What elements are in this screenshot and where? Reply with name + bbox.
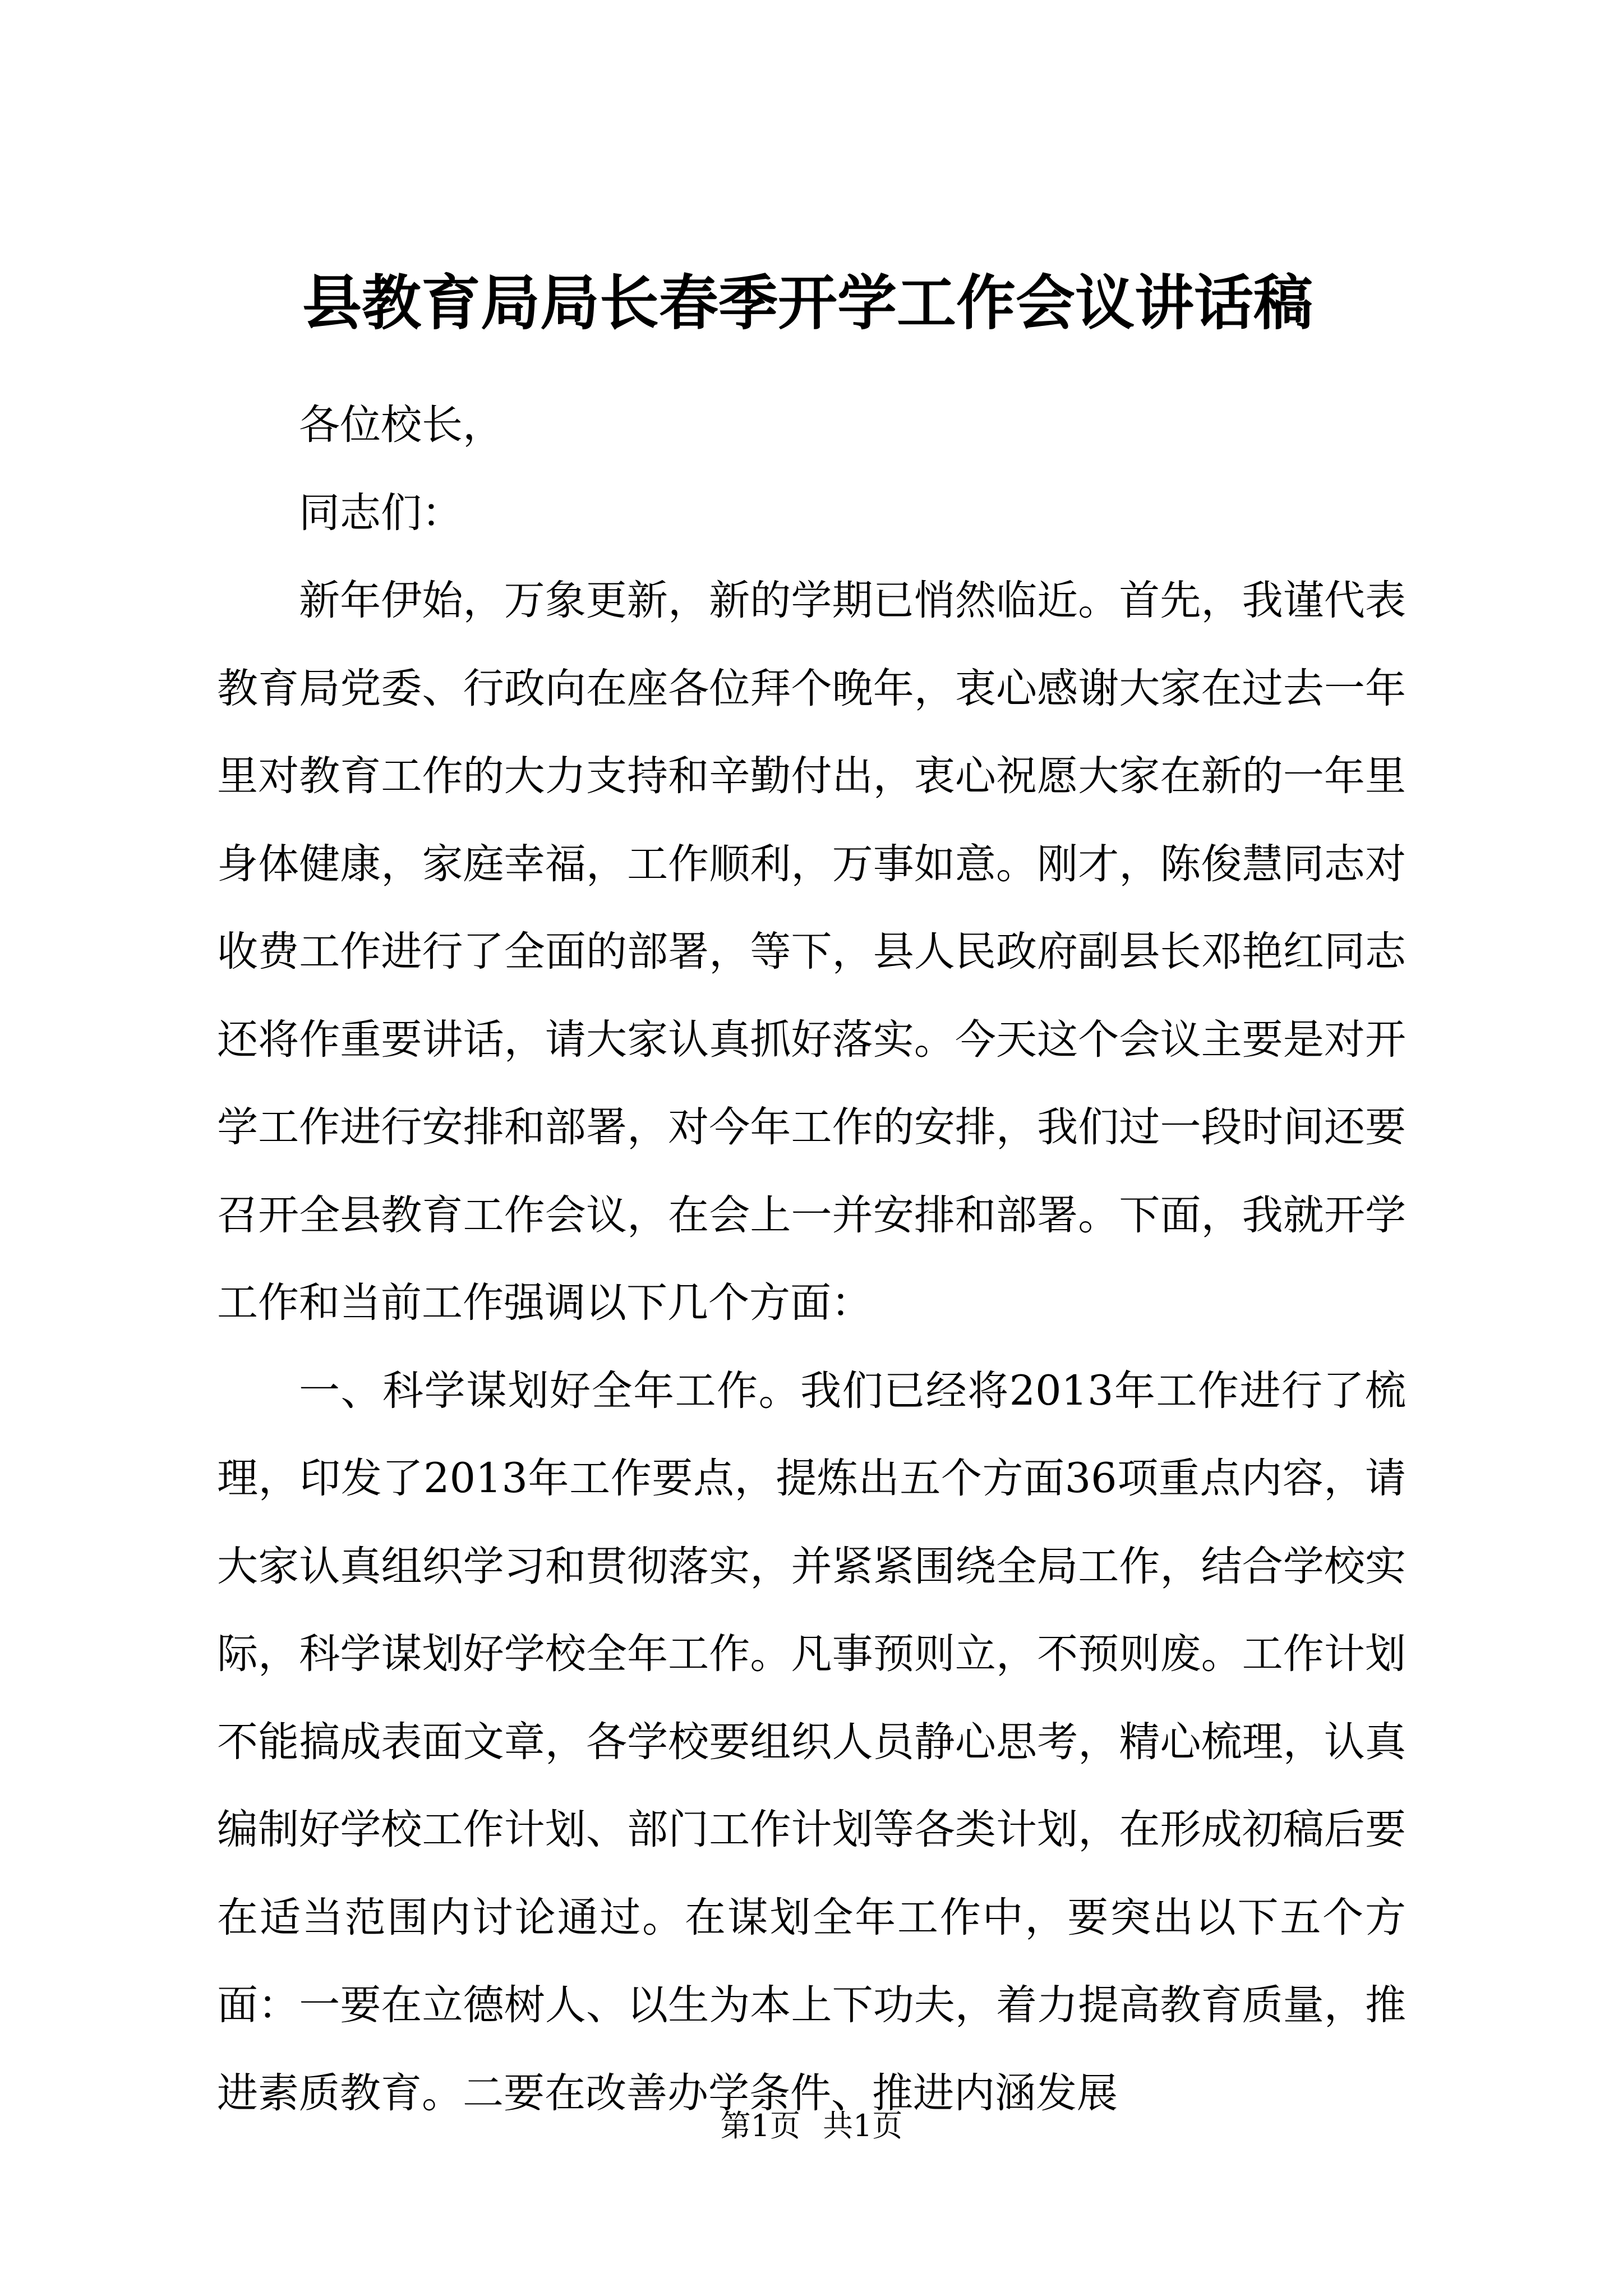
greeting-line-2: 同志们：	[299, 489, 463, 537]
page-total: 共1页	[823, 2108, 903, 2143]
greeting-line-1: 各位校长，	[299, 401, 504, 449]
document-body	[217, 381, 1406, 2137]
body-paragraph-2: 一、科学谋划好全年工作。我们已经将2013年工作进行了梳理，印发了2013年工作要点，提炼出五个方面36项重点内容，请大家认真组织学习和贯彻落实，并紧紧围绕全局工作，结合学校实际，科学谋划好学校全年工作。凡事预则立，不预则废。工作计划不能搞成表面文章，各学校要组织人员静心思考，精心梳理，认真编制好学校工作计划、部门工作计划等各类计划，在形成初稿后要在适当范围内讨论通过。在谋划全年工作中，要突出以下五个方面：一要在立德树人、以生为本上下功夫，着力提高教育质量，推进素质教育。二要在改善办学条件、推进内涵发展	[217, 1366, 1406, 2117]
body-paragraph-1: 新年伊始，万象更新，新的学期已悄然临近。首先，我谨代表教育局党委、行政向在座各位拜个晚年，衷心感谢大家在过去一年里对教育工作的大力支持和辛勤付出，衷心祝愿大家在新的一年里身体健康，家庭幸福，工作顺利，万事如意。刚才，陈俊慧同志对收费工作进行了全面的部署，等下，县人民政府副县长邓艳红同志还将作重要讲话，请大家认真抓好落实。今天这个会议主要是对开学工作进行安排和部署，对今年工作的安排，我们过一段时间还要召开全县教育工作会议，在会上一并安排和部署。下面，我就开学工作和当前工作强调以下几个方面：	[217, 577, 1406, 1327]
page-footer	[0, 2106, 1623, 2146]
page-number: 第1页	[720, 2108, 800, 2143]
document-title: 县教育局局长春季开学工作会议讲话稿	[302, 268, 1313, 338]
